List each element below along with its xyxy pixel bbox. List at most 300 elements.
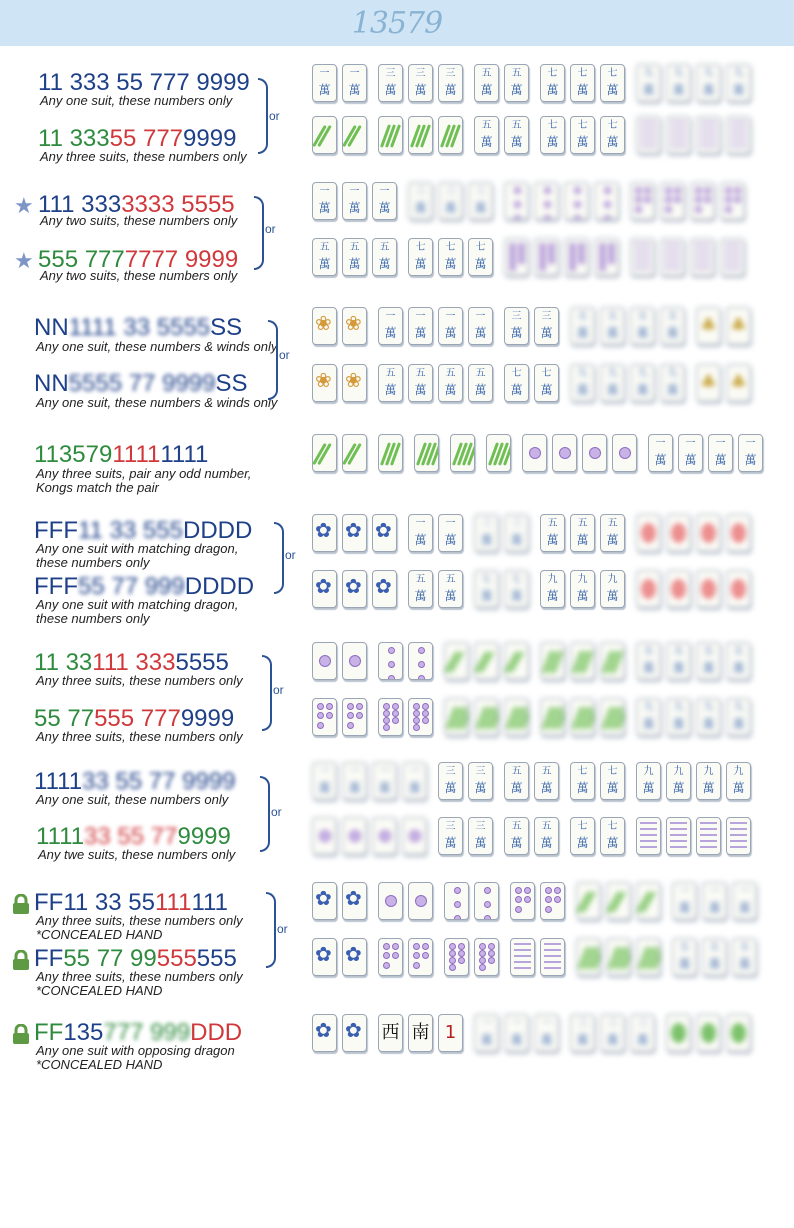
dot-tile (312, 698, 337, 736)
bamboo-tile (600, 642, 625, 680)
dot-tile (690, 238, 715, 276)
dot-tile (378, 642, 403, 680)
pattern-segment: 555 777 (94, 705, 181, 732)
hand-description: Any three suits, these numbers only (36, 673, 243, 688)
character-tile: 三 萬 (468, 817, 493, 855)
flower-tile: ❀ (342, 307, 367, 345)
or-label: or (285, 548, 296, 562)
green-dragon-tile (696, 1014, 721, 1052)
bamboo-tile (606, 882, 631, 920)
character-tile: 五 萬 (504, 762, 529, 800)
dot-tile (594, 182, 619, 220)
dot-tile (696, 116, 721, 154)
bamboo-tile (438, 116, 463, 154)
character-tile: 七 萬 (600, 817, 625, 855)
character-tile: 一 萬 (468, 307, 493, 345)
or-label: or (277, 922, 288, 936)
hand-description: Any three suits, these numbers only (36, 969, 243, 984)
character-tile: 一 萬 (438, 514, 463, 552)
red-dragon-tile (726, 514, 751, 552)
character-tile: 一 萬 (402, 762, 427, 800)
dot-tile (660, 238, 685, 276)
character-tile: 五 萬 (732, 938, 757, 976)
character-tile: 一 萬 (378, 307, 403, 345)
character-tile: 七 萬 (600, 762, 625, 800)
character-tile: 三 萬 (438, 182, 463, 220)
dot-tile (582, 434, 607, 472)
character-tile: 九 萬 (726, 698, 751, 736)
hand-description: Any two suits, these numbers only (40, 268, 238, 283)
bamboo-tile (570, 698, 595, 736)
character-tile: 三 萬 (630, 1014, 655, 1052)
character-tile: 七 萬 (474, 570, 499, 608)
pattern-segment: 9999 (177, 823, 231, 850)
dot-tile (378, 938, 403, 976)
hand-pattern (34, 371, 248, 397)
hand-description: Any one suit, these numbers & winds only (36, 395, 278, 410)
character-tile: 九 萬 (660, 364, 685, 402)
hand-pattern (34, 315, 242, 341)
hand-description: Any one suit, these numbers & winds only (36, 339, 278, 354)
character-tile: 九 萬 (726, 762, 751, 800)
red-dragon-tile (666, 514, 691, 552)
or-label: or (265, 222, 276, 236)
bamboo-tile (378, 434, 403, 472)
character-tile: 七 萬 (570, 762, 595, 800)
bamboo-tile (636, 938, 661, 976)
flower-tile: ✿ (312, 570, 337, 608)
hand-description: Any two suits, these numbers only (40, 213, 238, 228)
pattern-segment: 7777 9999 (124, 246, 239, 273)
dragon-tile: 1 (438, 1014, 463, 1052)
bamboo-tile (408, 116, 433, 154)
character-tile: 一 萬 (312, 762, 337, 800)
character-tile: 七 萬 (438, 238, 463, 276)
dot-tile (510, 882, 535, 920)
character-tile: 五 萬 (534, 817, 559, 855)
dot-tile (540, 882, 565, 920)
character-tile: 七 萬 (504, 570, 529, 608)
bamboo-tile (474, 642, 499, 680)
flower-tile: ✿ (312, 514, 337, 552)
flower-tile: ❀ (312, 307, 337, 345)
concealed-note: *CONCEALED HAND (36, 983, 163, 998)
pattern-segment: FF (34, 1019, 64, 1046)
character-tile: 三 萬 (474, 514, 499, 552)
or-label: or (271, 805, 282, 819)
hand-description: Any three suits, these numbers only (36, 729, 243, 744)
character-tile: 五 萬 (600, 514, 625, 552)
dot-tile (666, 817, 691, 855)
bamboo-tile (576, 938, 601, 976)
character-tile: 九 萬 (696, 762, 721, 800)
character-tile: 一 萬 (342, 762, 367, 800)
pattern-segment: 55 77 (34, 705, 95, 732)
pattern-segment: 9999 (180, 705, 235, 732)
dot-tile (408, 642, 433, 680)
character-tile: 五 萬 (312, 238, 337, 276)
red-dragon-tile (726, 570, 751, 608)
pattern-segment: 11 33 555 (77, 517, 183, 544)
pattern-segment: 555 (156, 945, 197, 972)
character-tile: 九 萬 (630, 364, 655, 402)
flower-tile: ✿ (312, 938, 337, 976)
dot-tile (474, 938, 499, 976)
dot-tile (726, 817, 751, 855)
or-brace (268, 320, 278, 400)
character-tile: 五 萬 (504, 116, 529, 154)
page-header (0, 0, 794, 46)
pattern-segment: DDDD (182, 517, 253, 544)
character-tile: 三 萬 (438, 817, 463, 855)
red-dragon-tile (636, 514, 661, 552)
or-brace (266, 892, 276, 968)
character-tile: 七 萬 (408, 238, 433, 276)
hand-description: Any three suits, these numbers only (36, 913, 243, 928)
character-tile: 一 萬 (408, 307, 433, 345)
or-brace (262, 655, 272, 731)
character-tile: 五 萬 (660, 307, 685, 345)
character-tile: 一 萬 (732, 882, 757, 920)
pattern-segment: 55 77 99 (63, 945, 157, 972)
dot-tile (534, 182, 559, 220)
character-tile: 七 萬 (570, 64, 595, 102)
pattern-segment: 555 777 (38, 246, 125, 273)
hand-pattern (34, 442, 208, 468)
bamboo-tile (414, 434, 439, 472)
flower-tile: ✿ (312, 1014, 337, 1052)
character-tile: 三 萬 (438, 762, 463, 800)
or-label: or (269, 109, 280, 123)
character-tile: 五 萬 (474, 64, 499, 102)
pattern-segment: DDDD (184, 573, 255, 600)
pattern-segment: 1111 (112, 441, 161, 468)
dot-tile (378, 882, 403, 920)
red-dragon-tile (666, 570, 691, 608)
star-icon: ★ (14, 193, 34, 218)
hand-description: Any three suits, these numbers only (40, 149, 247, 164)
character-tile: 五 萬 (408, 570, 433, 608)
or-brace (258, 78, 268, 154)
character-tile: 三 萬 (600, 1014, 625, 1052)
flower-tile: ❀ (342, 364, 367, 402)
dot-tile (522, 434, 547, 472)
or-brace (274, 522, 284, 594)
pattern-segment: 555 (196, 945, 237, 972)
dot-tile (690, 182, 715, 220)
dot-tile (660, 182, 685, 220)
character-tile: 三 萬 (468, 762, 493, 800)
star-icon: ★ (14, 248, 34, 273)
bamboo-tile (486, 434, 511, 472)
hand-description: Any one suit, these numbers only (40, 93, 233, 108)
character-tile: 一 萬 (504, 1014, 529, 1052)
pattern-segment: 1111 (34, 768, 83, 795)
dot-tile (342, 817, 367, 855)
character-tile: 七 萬 (534, 364, 559, 402)
dot-tile (594, 238, 619, 276)
character-tile: 五 萬 (438, 364, 463, 402)
character-tile: 五 萬 (504, 64, 529, 102)
character-tile: 五 萬 (438, 570, 463, 608)
dot-tile (378, 698, 403, 736)
character-tile: 七 萬 (468, 238, 493, 276)
character-tile: 五 萬 (504, 817, 529, 855)
bamboo-tile (474, 698, 499, 736)
hand-description: Any one suit with matching dragon, these numbers only (36, 597, 239, 626)
character-tile: 三 萬 (504, 514, 529, 552)
character-tile: 五 萬 (342, 238, 367, 276)
character-tile: 一 萬 (708, 434, 733, 472)
lock-icon (12, 894, 30, 919)
pattern-segment: 111 333 (38, 191, 122, 218)
pattern-segment: 11 33 55 (63, 889, 155, 916)
hand-description: Any one suit with opposing dragon (36, 1043, 235, 1058)
character-tile: 五 萬 (570, 514, 595, 552)
character-tile: 三 萬 (534, 307, 559, 345)
dot-tile (630, 182, 655, 220)
red-dragon-tile (696, 514, 721, 552)
character-tile: 五 萬 (702, 938, 727, 976)
pattern-segment: 5555 (175, 649, 229, 676)
dot-tile (564, 238, 589, 276)
character-tile: 七 萬 (540, 116, 565, 154)
flower-tile: ✿ (312, 882, 337, 920)
pattern-segment: 1111 (36, 823, 85, 850)
dot-tile (372, 817, 397, 855)
dot-tile (312, 817, 337, 855)
pattern-segment: SS (210, 314, 243, 341)
pattern-segment: 135 (63, 1019, 104, 1046)
dot-tile (630, 238, 655, 276)
character-tile: 一 萬 (672, 882, 697, 920)
dot-tile (444, 882, 469, 920)
wind-tile: ♣ (696, 364, 721, 402)
pattern-segment: 11 333 55 777 9999 (38, 69, 250, 96)
bamboo-tile (570, 642, 595, 680)
character-tile: 九 萬 (600, 364, 625, 402)
character-tile: 五 萬 (600, 307, 625, 345)
bamboo-tile (378, 116, 403, 154)
green-dragon-tile (726, 1014, 751, 1052)
character-tile: 一 萬 (408, 514, 433, 552)
character-tile: 三 萬 (378, 64, 403, 102)
character-tile: 九 萬 (726, 64, 751, 102)
dot-tile (474, 882, 499, 920)
character-tile: 五 萬 (636, 642, 661, 680)
dot-tile (342, 642, 367, 680)
character-tile: 三 萬 (504, 307, 529, 345)
or-brace (254, 196, 264, 270)
character-tile: 九 萬 (636, 762, 661, 800)
character-tile: 一 萬 (648, 434, 673, 472)
dot-tile (312, 642, 337, 680)
character-tile: 五 萬 (666, 642, 691, 680)
red-dragon-tile (636, 570, 661, 608)
character-tile: 九 萬 (636, 698, 661, 736)
character-tile: 一 萬 (372, 762, 397, 800)
character-tile: 三 萬 (408, 64, 433, 102)
character-tile: 七 萬 (504, 364, 529, 402)
character-tile: 一 萬 (312, 182, 337, 220)
lock-icon (12, 950, 30, 975)
bamboo-tile (312, 434, 337, 472)
dot-tile (510, 938, 535, 976)
dot-tile (342, 698, 367, 736)
character-tile: 三 萬 (438, 64, 463, 102)
bamboo-tile (606, 938, 631, 976)
pattern-segment: 1111 (160, 441, 209, 468)
character-tile: 五 萬 (408, 364, 433, 402)
wind-tile: 南 (408, 1014, 433, 1052)
flower-tile: ✿ (342, 514, 367, 552)
or-brace (260, 776, 270, 852)
dot-tile (552, 434, 577, 472)
or-label: or (273, 683, 284, 697)
character-tile: 七 萬 (540, 64, 565, 102)
bamboo-tile (540, 698, 565, 736)
concealed-note: *CONCEALED HAND (36, 1057, 163, 1072)
character-tile: 七 萬 (600, 64, 625, 102)
character-tile: 一 萬 (678, 434, 703, 472)
or-label: or (279, 348, 290, 362)
flower-tile: ✿ (342, 938, 367, 976)
character-tile: 五 萬 (696, 642, 721, 680)
dot-tile (408, 698, 433, 736)
character-tile: 五 萬 (672, 938, 697, 976)
bamboo-tile (444, 698, 469, 736)
character-tile: 一 萬 (702, 882, 727, 920)
bamboo-tile (636, 882, 661, 920)
bamboo-tile (600, 698, 625, 736)
dot-tile (564, 182, 589, 220)
pattern-segment: 55 77 999 (77, 573, 185, 600)
dot-tile (444, 938, 469, 976)
character-tile: 一 萬 (312, 64, 337, 102)
bamboo-tile (450, 434, 475, 472)
character-tile: 五 萬 (726, 642, 751, 680)
character-tile: 五 萬 (540, 514, 565, 552)
character-tile: 一 萬 (342, 64, 367, 102)
hand-description: Any three suits, pair any odd number, Kongs match the pair (36, 466, 252, 495)
bamboo-tile (312, 116, 337, 154)
character-tile: 九 萬 (636, 64, 661, 102)
dot-tile (504, 182, 529, 220)
character-tile: 九 萬 (570, 364, 595, 402)
character-tile: 五 萬 (474, 116, 499, 154)
character-tile: 一 萬 (738, 434, 763, 472)
pattern-segment: FFF (34, 517, 78, 544)
pattern-segment: 55 777 (109, 125, 184, 152)
bamboo-tile (504, 698, 529, 736)
hand-description: Any twe suits, these numbers only (38, 847, 236, 862)
character-tile: 九 萬 (570, 570, 595, 608)
dot-tile (534, 238, 559, 276)
character-tile: 三 萬 (570, 1014, 595, 1052)
character-tile: 五 萬 (378, 364, 403, 402)
pattern-segment: 11 333 (38, 125, 110, 152)
pattern-segment: 1111 33 5555 (68, 314, 211, 341)
character-tile: 一 萬 (534, 1014, 559, 1052)
dot-tile (504, 238, 529, 276)
concealed-note: *CONCEALED HAND (36, 927, 163, 942)
character-tile: 五 萬 (534, 762, 559, 800)
character-tile: 九 萬 (666, 762, 691, 800)
pattern-segment: 33 55 77 9999 (82, 768, 236, 795)
pattern-segment: 33 55 77 (84, 823, 178, 850)
dot-tile (726, 116, 751, 154)
character-tile: 三 萬 (468, 182, 493, 220)
bamboo-tile (342, 116, 367, 154)
wind-tile: ♣ (726, 364, 751, 402)
bamboo-tile (576, 882, 601, 920)
dot-tile (696, 817, 721, 855)
pattern-segment: 3333 5555 (121, 191, 235, 218)
dot-tile (636, 817, 661, 855)
character-tile: 七 萬 (570, 817, 595, 855)
flower-tile: ✿ (372, 514, 397, 552)
pattern-segment: 111 333 (92, 649, 176, 676)
pattern-segment: FF (34, 945, 64, 972)
pattern-segment: 111 (191, 889, 228, 916)
dot-tile (402, 817, 427, 855)
pattern-segment: FFF (34, 573, 78, 600)
pattern-segment: SS (215, 370, 248, 397)
character-tile: 一 萬 (342, 182, 367, 220)
hand-description: Any one suit, these numbers only (36, 792, 229, 807)
flower-tile: ✿ (372, 570, 397, 608)
flower-tile: ✿ (342, 570, 367, 608)
wind-tile: ♣ (696, 307, 721, 345)
dot-tile (720, 182, 745, 220)
character-tile: 一 萬 (372, 182, 397, 220)
character-tile: 五 萬 (468, 364, 493, 402)
green-dragon-tile (666, 1014, 691, 1052)
character-tile: 九 萬 (540, 570, 565, 608)
lock-icon (12, 1024, 30, 1049)
character-tile: 五 萬 (570, 307, 595, 345)
flower-tile: ❀ (312, 364, 337, 402)
character-tile: 七 萬 (600, 116, 625, 154)
page-title: 13579 (351, 6, 443, 41)
flower-tile: ✿ (342, 882, 367, 920)
character-tile: 三 萬 (408, 182, 433, 220)
character-tile: 一 萬 (474, 1014, 499, 1052)
bamboo-tile (444, 642, 469, 680)
bamboo-tile (540, 642, 565, 680)
character-tile: 七 萬 (570, 116, 595, 154)
dot-tile (408, 938, 433, 976)
pattern-segment: NN (34, 370, 69, 397)
pattern-segment: 11 33 (34, 649, 93, 676)
red-dragon-tile (696, 570, 721, 608)
dot-tile (540, 938, 565, 976)
pattern-segment: 113579 (34, 441, 113, 468)
character-tile: 一 萬 (438, 307, 463, 345)
character-tile: 五 萬 (630, 307, 655, 345)
character-tile: 九 萬 (696, 64, 721, 102)
dot-tile (636, 116, 661, 154)
dot-tile (720, 238, 745, 276)
character-tile: 九 萬 (696, 698, 721, 736)
character-tile: 九 萬 (666, 64, 691, 102)
bamboo-tile (504, 642, 529, 680)
wind-tile: 西 (378, 1014, 403, 1052)
dot-tile (408, 882, 433, 920)
pattern-segment: 9999 (183, 125, 237, 152)
pattern-segment: DDD (190, 1019, 243, 1046)
bamboo-tile (342, 434, 367, 472)
